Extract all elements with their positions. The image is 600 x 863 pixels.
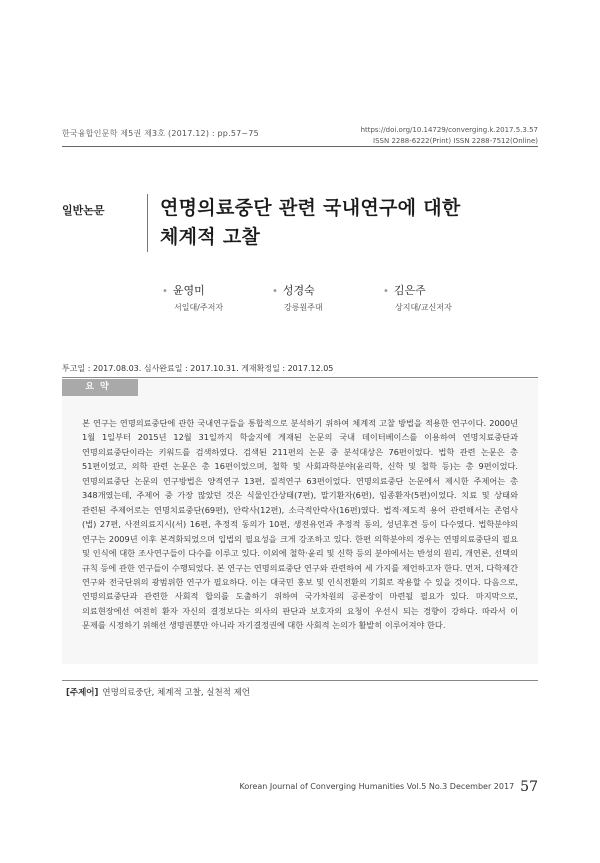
author-1 [162,284,282,313]
keywords-divider [62,680,538,681]
submission-dates: 투고일 : 2017.08.03. 심사완료일 : 2017.10.31. 게재확정일 : 2017.12.05 [62,364,334,373]
issn-text: ISSN 2288-6222(Print) ISSN 2288-7512(Online) [373,137,538,145]
author-name: • 김은주 [383,284,503,299]
article-title-line-2: 체계적 고찰 [160,226,261,248]
doi-link[interactable]: https://doi.org/10.14729/converging.k.2017.5.3.57 [360,126,538,134]
article-category: 일반논문 [62,204,105,217]
article-title-line-1: 연명의료중단 관련 국내연구에 대한 [160,197,461,219]
doi-issn-block [361,125,538,147]
keywords [66,686,250,698]
keywords-text: 연명의료중단, 체계적 고찰, 실천적 제언 [102,688,250,698]
abstract-label: 요약 [62,379,138,396]
article-title [160,194,461,252]
header-divider [62,146,538,147]
author-affiliation: 강릉원주대 [284,303,323,312]
keywords-label: [주제어] [66,688,99,698]
author-3 [383,284,503,313]
author-name: • 윤영미 [162,284,282,299]
dates-divider [62,377,538,378]
author-2 [272,284,392,313]
author-affiliation: 서일대/주저자 [174,303,224,312]
author-affiliation: 상지대/교신저자 [395,303,452,312]
footer-journal: Korean Journal of Converging Humanities Vol.5 No.3 December 2017 [239,782,515,791]
abstract-text: 본 연구는 연명의료중단에 관한 국내연구들을 통합적으로 분석하기 위하여 체계적 고찰 방법을 적용한 연구이다. 2000년 1월 1일부터 2015년 12월 31일까지 학술지에 게재된 논문의 국내 데이터베이스를 이용하여 연명치료중단과 연명의료중단이라는 키워드를 검색하였다. 검색된 211편의 논문 중 분석대상은 76편이었다. 법학 관련 논문은 총 51편이었고, 의학 관련 논문은 총 16편이었으며, 철학 및 사회과학분야(윤리학, 신학 및 철학 등)는 총 9편이었다. 연명의료중단 논문의 연구방법은 양적연구 13편, 질적연구 63편이었다. 연명의료중단 논문에서 제시한 주제어는 총 348개였는데, 주제어 중 가장 많았던 것은 식물인간상태(7편), 말기환자(6편), 임종환자(5편)이었다. 치료 및 상태와 관련된 주제어로는 연명치료중단(69편), 안락사(12편), 소극적안락사(16편)였다. 법적·제도적 용어 관련해서는 존엄사(법) 27편, 사전의료지시(서) 16편, 추정적 동의가 10편, 생전유언과 추정적 동의, 성년후견 등이 다수였다. 법학분야의 연구는 2009년 이후 본격화되었으며 입법의 필요성을 크게 강조하고 있다. 한편 의학분야의 경우는 연명의료중단의 필요 및 인식에 대한 조사연구들이 다수를 이루고 있다. 이외에 철학·윤리 및 신학 등의 분야에서는 반성의 원리, 개연론, 선택의 규칙 등에 관한 연구들이 수행되었다. 본 연구는 연명의료중단 연구와 관련하여 세 가지를 제언하고자 한다. 먼저, 다학제간 연구와 전국단위의 광범위한 연구가 필요하다. 이는 대국민 홍보 및 인식전환의 기회로 작용할 수 있을 것이다. 다음으로, 연명의료중단과 관련한 사회적 합의를 도출하기 위하여 국가차원의 공론장이 마련될 필요가 있다. 마지막으로, 의료현장에선 여전히 환자 자신의 결정보다는 의사의 판단과 보호자의 요청이 우선시 되는 경향이 강하다. 따라서 이 문제를 시정하기 위해선 생명권뿐만 아니라 자기결정권에 대한 사회적 논의가 활발히 이루어져야 한다. [82,418,518,631]
author-name: • 성경숙 [272,284,392,299]
page-number: 57 [520,779,538,795]
journal-citation: 한국융합인문학 제5권 제3호 (2017.12) : pp.57~75 [62,129,259,138]
page-footer [240,779,538,795]
title-divider [147,194,148,252]
